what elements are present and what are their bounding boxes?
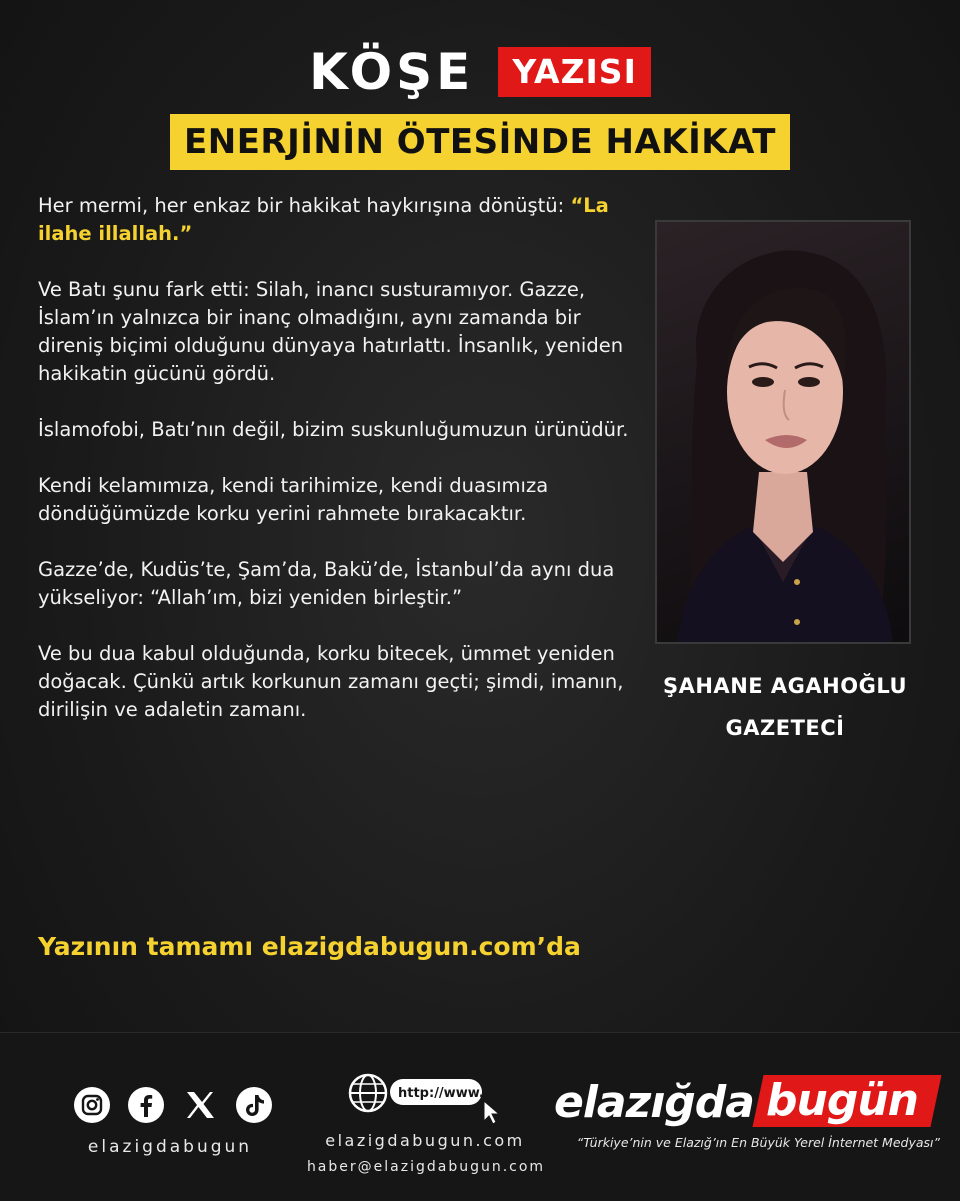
paragraph-4: Kendi kelamımıza, kendi tarihimize, kendi duasımıza döndüğümüzde korku yerini rahmete bırakacaktır. [38, 474, 549, 525]
author-role: GAZETECİ [725, 716, 845, 740]
yazisi-badge: YAZISI [498, 47, 651, 97]
title-row [0, 42, 960, 102]
paragraph-1 [38, 192, 638, 248]
article-body [38, 192, 638, 752]
paragraph-5: Gazze’de, Kudüs’te, Şam’da, Bakü’de, İstanbul’da aynı dua yükseliyor: “Allah’ım, bizi yeniden birleştir.” [38, 558, 615, 609]
brand-logo-left: elazığda [554, 1077, 754, 1128]
brand-logo-right: bugün [766, 1075, 918, 1126]
social-handle[interactable]: elazigdabugun [87, 1137, 253, 1157]
tiktok-icon[interactable] [234, 1085, 274, 1125]
web-icon-label: http://www. [398, 1086, 484, 1101]
paragraph-1-quote: “La ilahe illallah.” [38, 194, 609, 245]
email-link[interactable]: haber@elazigdabugun.com [306, 1159, 546, 1175]
paragraph-6: Ve bu dua kabul olduğunda, korku bitecek, ümmet yeniden doğacak. Çünkü artık korkunun zamanı geçti; şimdi, imanın, dirilişin ve adaletin zamanı. [38, 642, 624, 721]
kose-title: KÖŞE [309, 43, 475, 101]
social-icons [72, 1085, 274, 1125]
website-link[interactable]: elazigdabugun.com [325, 1131, 525, 1150]
web-globe-icon [348, 1071, 504, 1131]
brand-logo-right-box [752, 1075, 941, 1127]
headline: ENERJİNİN ÖTESİNDE HAKİKAT [170, 114, 790, 170]
brand-slogan: “Türkiye’nin ve Elazığ’ın En Büyük Yerel İnternet Medyası” [576, 1135, 940, 1150]
paragraph-2: Ve Batı şunu fark etti: Silah, inancı susturamıyor. Gazze, İslam’ın yalnızca bir inanç olmadığını, aynı zamanda bir direniş biçimi olduğunu dünyaya hatırlattı. İnsanlık, yeniden hakikatin gücünü gördü. [38, 278, 624, 385]
author-photo [655, 220, 911, 644]
paragraph-1-text: Her mermi, her enkaz bir hakikat haykırışına dönüştü: [38, 194, 571, 217]
x-icon[interactable] [180, 1085, 220, 1125]
header [0, 42, 960, 170]
paragraph-3: İslamofobi, Batı’nın değil, bizim suskunluğumuzun ürünüdür. [38, 418, 629, 441]
read-more-link[interactable]: Yazının tamamı elazigdabugun.com’da [38, 932, 581, 961]
brand-logo [548, 1075, 940, 1135]
instagram-icon[interactable] [72, 1085, 112, 1125]
facebook-icon[interactable] [126, 1085, 166, 1125]
headline-wrap [0, 114, 960, 170]
author-name: ŞAHANE AGAHOĞLU [662, 674, 908, 698]
footer [0, 1032, 960, 1201]
